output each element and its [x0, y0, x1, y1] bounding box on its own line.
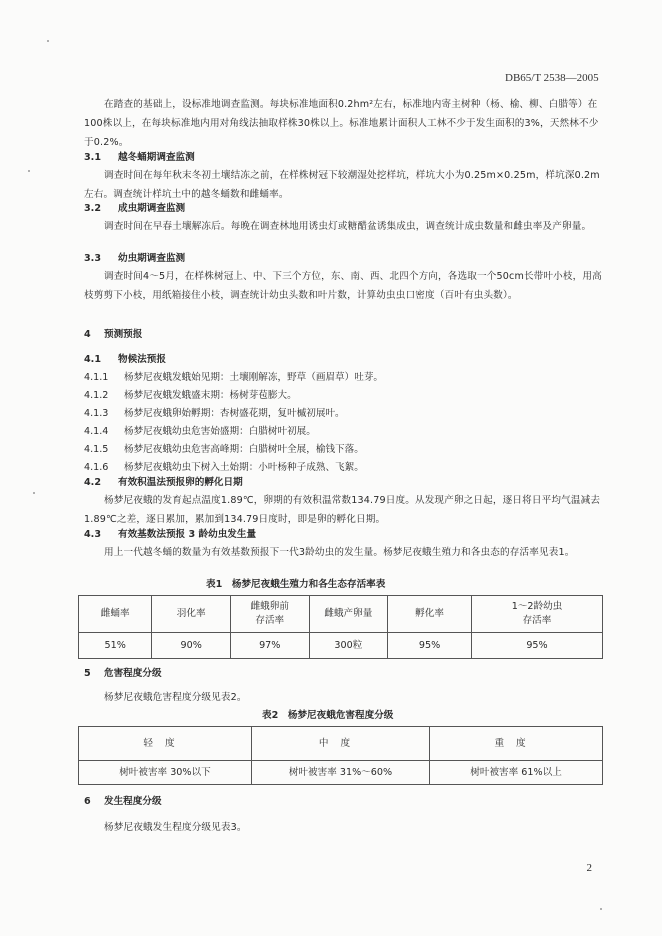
table-header-cell: 雌蛾产卵量 — [309, 596, 388, 633]
item-number: 4.1.4 — [84, 426, 109, 437]
page-number: 2 — [586, 862, 592, 874]
section-4-2-text: 杨梦尼夜蛾的发育起点温度1.89℃，卵期的有效积温常数134.79日度。从发现产卵之日起，逐日将日平均气温减去1.89℃之差，逐日累加，累加到134.79日度时，即是卵的孵化日期。 — [84, 495, 601, 525]
table-header-cell: 雌蛾卵前 存活率 — [230, 596, 309, 633]
section-4-2-heading — [84, 477, 243, 489]
section-number: 3.3 — [84, 253, 101, 264]
table-header-row — [79, 596, 603, 633]
item-number: 4.1.3 — [84, 408, 109, 419]
table-cell: 97% — [230, 633, 309, 659]
section-5-text: 杨梦尼夜蛾危害程度分级见表2。 — [104, 692, 247, 703]
scan-speck — [600, 908, 602, 910]
section-number: 5 — [84, 668, 91, 679]
section-3-1-paragraph — [84, 166, 604, 204]
table-header-cell: 1～2龄幼虫 存活率 — [471, 596, 602, 633]
section-3-1-text: 调查时间在每年秋末冬初土壤结冻之前，在样株树冠下较潮湿处挖样坑，样坑大小为0.25m×0.25m，样坑深0.2m左右。调查统计样坑土中的越冬蛹数和雌蛹率。 — [84, 170, 600, 200]
section-3-3-text: 调查时间4～5月，在样株树冠上、中、下三个方位，东、南、西、北四个方向，各选取一个50cm长带叶小枝，用高枝剪剪下小枝，用纸箱接住小枝，调查统计幼虫头数和叶片数，计算幼虫虫口密度（百叶有虫头数）。 — [84, 271, 602, 301]
section-3-2-paragraph — [84, 217, 604, 236]
section-title: 有效积温法预报卵的孵化日期 — [118, 477, 243, 488]
table-header-row — [79, 727, 603, 761]
item-text: 杨梦尼夜蛾幼虫危害始盛期：白腊树叶初展。 — [124, 426, 316, 437]
intro-paragraph — [84, 95, 604, 152]
table-cell: 300粒 — [309, 633, 388, 659]
table-cell: 树叶被害率 30%以下 — [79, 761, 252, 785]
table-header-cell: 羽化率 — [152, 596, 231, 633]
table-row — [79, 633, 603, 659]
list-item — [84, 390, 297, 402]
section-4-heading — [84, 329, 142, 341]
table-header-cell: 中度 — [251, 727, 429, 761]
intro-paragraph-text: 在踏查的基础上，设标准地调查监测。每块标准地面积0.2hm²左右，标准地内寄主树种（杨、榆、柳、白腊等）在100株以上，在每块标准地内用对角线法抽取样株30株以上。标准地累计面积人工林不少于发生面积的3%，天然林不少于0.2%。 — [84, 99, 599, 148]
table-cell: 树叶被害率 31%～60% — [251, 761, 429, 785]
table-header-cell: 重度 — [430, 727, 603, 761]
section-number: 3.1 — [84, 152, 101, 163]
section-number: 4.3 — [84, 529, 101, 540]
table-header-cell: 雌蛹率 — [79, 596, 152, 633]
scan-speck — [28, 170, 30, 172]
table-row — [79, 761, 603, 785]
section-5-heading — [84, 668, 162, 680]
section-title: 物候法预报 — [118, 354, 166, 365]
section-title: 危害程度分级 — [104, 668, 162, 679]
section-4-2-paragraph — [84, 491, 604, 529]
section-4-3-text: 用上一代越冬蛹的数量为有效基数预报下一代3龄幼虫的发生量。杨梦尼夜蛾生殖力和各虫态的存活率见表1。 — [104, 547, 575, 558]
table1-caption: 表1 杨梦尼夜蛾生殖力和各生态存活率表 — [206, 579, 386, 590]
scan-speck — [47, 40, 49, 42]
table-header-cell: 轻度 — [79, 727, 252, 761]
item-text: 杨梦尼夜蛾发蛾始见期：土壤刚解冻，野草（画眉草）吐芽。 — [124, 372, 384, 383]
scan-speck — [33, 492, 35, 494]
table-header-cell: 孵化率 — [388, 596, 472, 633]
document-number: DB65/T 2538—2005 — [505, 72, 599, 84]
section-title: 幼虫期调查监测 — [118, 253, 186, 264]
section-3-2-heading — [84, 203, 185, 215]
table-cell: 95% — [471, 633, 602, 659]
section-title: 发生程度分级 — [104, 796, 162, 807]
section-4-3-paragraph — [84, 543, 604, 562]
section-4-3-heading — [84, 529, 256, 541]
table-cell: 51% — [79, 633, 152, 659]
list-item — [84, 462, 364, 474]
table-cell: 90% — [152, 633, 231, 659]
list-item — [84, 408, 345, 420]
section-3-3-heading — [84, 253, 185, 265]
section-number: 6 — [84, 796, 91, 807]
section-3-2-text: 调查时间在早春土壤解冻后。每晚在调查林地用诱虫灯或糖醋盆诱集成虫，调查统计成虫数量和雌虫率及产卵量。 — [104, 221, 592, 232]
section-6-text: 杨梦尼夜蛾发生程度分级见表3。 — [104, 822, 247, 833]
item-number: 4.1.6 — [84, 462, 109, 473]
table2 — [78, 726, 603, 785]
item-text: 杨梦尼夜蛾卵始孵期：杏树盛花期，复叶槭初展叶。 — [124, 408, 345, 419]
list-item — [84, 372, 383, 384]
item-text: 杨梦尼夜蛾幼虫下树入土始期：小叶杨种子成熟、飞絮。 — [124, 462, 364, 473]
section-4-1-heading — [84, 354, 166, 366]
section-title: 越冬蛹期调查监测 — [118, 152, 195, 163]
item-number: 4.1.2 — [84, 390, 109, 401]
section-number: 4 — [84, 329, 91, 340]
item-text: 杨梦尼夜蛾幼虫危害高峰期：白腊树叶全展，榆钱下落。 — [124, 444, 364, 455]
table-cell: 95% — [388, 633, 472, 659]
list-item — [84, 444, 364, 456]
section-title: 成虫期调查监测 — [118, 203, 186, 214]
item-number: 4.1.1 — [84, 372, 109, 383]
section-number: 3.2 — [84, 203, 101, 214]
section-6-heading — [84, 796, 162, 808]
table2-caption: 表2 杨梦尼夜蛾危害程度分级 — [262, 710, 394, 721]
section-number: 4.2 — [84, 477, 101, 488]
list-item — [84, 426, 316, 438]
section-title: 预测预报 — [104, 329, 143, 340]
section-3-3-paragraph — [84, 267, 604, 305]
item-text: 杨梦尼夜蛾发蛾盛末期：杨树芽苞膨大。 — [124, 390, 297, 401]
section-5-paragraph — [84, 688, 604, 707]
section-3-1-heading — [84, 152, 195, 164]
section-title: 有效基数法预报 3 龄幼虫发生量 — [118, 529, 257, 540]
section-6-paragraph — [84, 818, 604, 837]
item-number: 4.1.5 — [84, 444, 109, 455]
table1 — [78, 595, 603, 659]
table-cell: 树叶被害率 61%以上 — [430, 761, 603, 785]
section-number: 4.1 — [84, 354, 101, 365]
